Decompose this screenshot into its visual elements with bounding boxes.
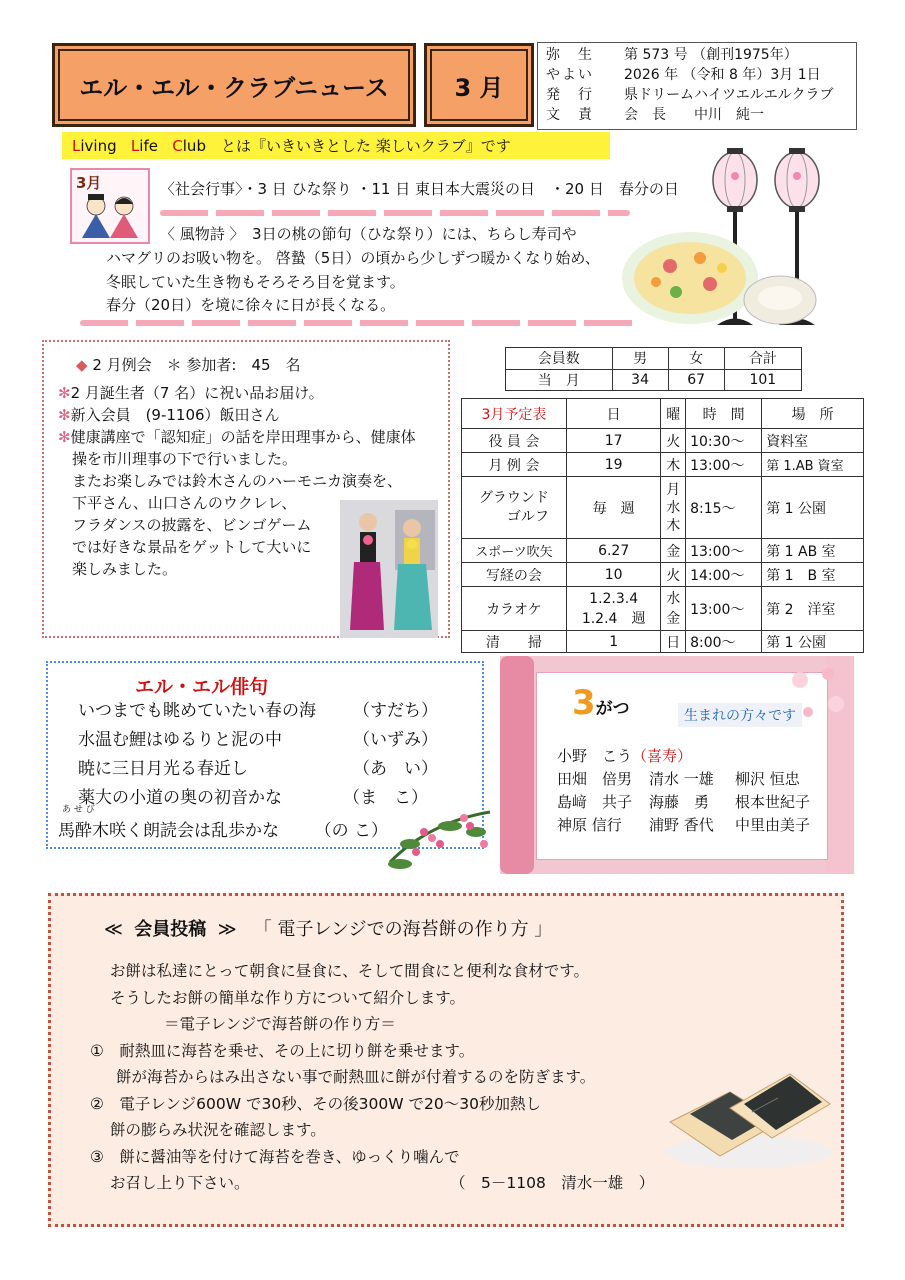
list-item: [557, 814, 810, 837]
list-item: [58, 470, 440, 492]
birthday-label: 生まれの方々です: [678, 703, 802, 727]
seasonal-poem-1: 〈 風物詩 〉 3日の桃の節句（ひな祭り）には、ちらし寿司や: [160, 225, 577, 243]
newsletter-title: [52, 43, 416, 127]
birthday-month: [572, 683, 630, 723]
member-name: 海藤 勇: [649, 793, 710, 811]
haiku-author: （の こ）: [314, 821, 388, 841]
table-cell: 10:30～: [686, 429, 762, 453]
scroll-rod-left: [500, 656, 534, 874]
meeting-heading-text: 2 月例会 ＊ 参加者: 45 名: [92, 356, 301, 374]
haiku-text: 薬大の小道の奥の初音かな: [78, 788, 282, 808]
member-name: 浦野 香代: [649, 816, 714, 834]
post-subheading: ＝電子レンジで海苔餅の作り方＝: [164, 1015, 396, 1033]
list-item-text: またお楽しみでは鈴木さんのハーモニカ演奏を、: [72, 472, 403, 490]
seasonal-poem-3: 冬眠していた生き物もそろそろ目を覚ます。: [106, 273, 405, 291]
table-row: [462, 631, 864, 653]
post-line: ② 電子レンジ600W で30秒、その後300W で20～30秒加熱し: [90, 1094, 541, 1113]
table-cell: 第 2 洋室: [762, 587, 864, 631]
table-cell: 月 例 会: [462, 453, 567, 477]
member-name: 小野 こう: [557, 747, 633, 765]
member-name: 神原 信行: [557, 816, 622, 834]
birthday-list: [557, 745, 810, 837]
table-cell: 10: [566, 563, 661, 587]
masthead-key: 文 責: [546, 107, 594, 123]
haiku-line: [58, 726, 438, 755]
table-cell: 水 金: [661, 587, 686, 631]
member-count-table: [505, 347, 802, 391]
table-cell: 木: [661, 453, 686, 477]
member-name: 根本世紀子: [735, 793, 811, 811]
seasonal-poem-2: ハマグリのお吸い物を。 啓蟄（5日）の頃から少しずつ暖かくなり始め、: [106, 249, 600, 267]
motto-letter: L: [130, 137, 140, 155]
table-row: [506, 348, 802, 370]
table-cell: 第 1 公園: [762, 477, 864, 539]
table-cell: 13:00～: [686, 587, 762, 631]
table-cell: 第 1.AB 資室: [762, 453, 864, 477]
masthead-key: 発 行: [546, 87, 594, 103]
table-cell: 101: [724, 369, 801, 391]
seasonal-poem-4: 春分（20日）を境に徐々に日が長くなる。: [106, 296, 396, 314]
haiku-text: 水温む鯉はゆるりと泥の中: [78, 730, 282, 750]
motto-word: ife: [139, 137, 163, 155]
table-cell: 13:00～: [686, 453, 762, 477]
list-item-text: では好きな景品をゲットして大いに: [72, 538, 312, 556]
divider: [160, 210, 630, 216]
chirashi-sushi-image: [620, 222, 820, 330]
list-item: [557, 791, 810, 814]
post-line: [90, 1170, 730, 1197]
haiku-title: エル・エル俳句: [135, 676, 269, 698]
table-header: 合計: [724, 348, 801, 370]
table-header: 会員数: [506, 348, 613, 370]
table-cell: 13:00～: [686, 539, 762, 563]
table-header: 女: [668, 348, 724, 370]
member-name: 清水 一雄: [649, 770, 714, 788]
list-item: [58, 426, 440, 448]
haiku-line: [58, 755, 438, 784]
list-item-text: 下平さん、山口さんのウクレレ、: [72, 494, 297, 512]
masthead: [537, 42, 857, 130]
haiku-author: （あ い）: [353, 759, 438, 779]
list-item: [557, 745, 810, 768]
table-cell: 清 掃: [462, 631, 567, 653]
hina-doll-badge: [70, 168, 150, 244]
post-line: 餅が海苔からはみ出さない事で耐熱皿に餅が付着するのを防ぎます。: [116, 1068, 596, 1086]
post-line: 餅の膨らみ状況を確認します。: [110, 1121, 326, 1139]
birthday-month-suffix: がつ: [595, 699, 630, 719]
club-motto-banner: [62, 132, 610, 159]
member-name: 柳沢 恒忠: [735, 770, 800, 788]
table-cell: 17: [566, 429, 661, 453]
table-row: [462, 563, 864, 587]
table-row: [462, 429, 864, 453]
table-row: [506, 369, 802, 391]
motto-letter: L: [72, 137, 81, 155]
table-cell: スポーツ吹矢: [462, 539, 567, 563]
table-cell: 34: [612, 369, 668, 391]
table-cell: 資料室: [762, 429, 864, 453]
table-cell: 6.27: [566, 539, 661, 563]
table-cell: 当 月: [506, 369, 613, 391]
table-cell: 第 1 B 室: [762, 563, 864, 587]
table-header: 3月予定表: [462, 399, 567, 429]
post-signature: （ 5－1108 清水一雄 ）: [450, 1174, 655, 1192]
haiku-line: [58, 784, 428, 813]
list-item: [58, 382, 440, 404]
motto-word: iving: [80, 137, 122, 155]
list-item: [58, 404, 440, 426]
table-cell: 火: [661, 429, 686, 453]
table-row: [462, 587, 864, 631]
list-item: [557, 768, 810, 791]
table-cell: 月 水 木: [661, 477, 686, 539]
flower-bullet-icon: ✻: [58, 428, 71, 446]
masthead-row: [546, 45, 848, 65]
schedule-table: [461, 398, 864, 653]
table-header: 日: [566, 399, 661, 429]
masthead-row: [546, 65, 848, 85]
haiku-author: （いずみ）: [353, 730, 438, 750]
list-item-text: フラダンスの披露を、ビンゴゲーム: [72, 516, 312, 534]
divider: [80, 320, 640, 326]
flower-bullet-icon: ✻: [58, 406, 71, 424]
table-cell: 1: [566, 631, 661, 653]
masthead-value: 第 573 号 （創刊1975年）: [624, 47, 798, 63]
table-cell: 日: [661, 631, 686, 653]
table-cell: 役 員 会: [462, 429, 567, 453]
post-title: [104, 915, 552, 941]
badge-month: 3月: [76, 174, 102, 192]
table-header: 男: [612, 348, 668, 370]
list-item-text: 操を市川理事の下で行いました。: [72, 450, 298, 468]
table-cell: グラウンド ゴルフ: [462, 477, 567, 539]
table-cell: 第 1 AB 室: [762, 539, 864, 563]
kiju-note: （喜寿）: [632, 747, 693, 765]
title-text: エル・エル・クラブニュース: [79, 73, 389, 102]
post-bracket: ≫: [217, 919, 237, 940]
birthday-month-number: 3: [572, 683, 596, 723]
post-text: お召し上り下さい。: [110, 1174, 250, 1192]
masthead-value: 2026 年 （令和 8 年）3月 1日: [624, 67, 821, 83]
table-cell: 第 1 公園: [762, 631, 864, 653]
meeting-heading: [76, 354, 301, 375]
post-line: ① 耐熱皿に海苔を乗せ、その上に切り餅を乗せます。: [90, 1041, 475, 1060]
table-cell: 19: [566, 453, 661, 477]
list-item-text: 新入会員 (9-1106）飯田さん: [70, 406, 280, 424]
masthead-row: [546, 105, 848, 125]
post-subject: 「 電子レンジでの海苔餅の作り方 」: [253, 919, 553, 940]
post-category: 会員投稿: [134, 919, 207, 940]
hula-dance-photo: [340, 500, 438, 638]
haiku-author: （ま こ）: [343, 788, 428, 808]
haiku-line: [58, 697, 438, 726]
table-cell: 写経の会: [462, 563, 567, 587]
table-header: 場 所: [762, 399, 864, 429]
haiku-author: （すだち）: [353, 701, 438, 721]
hina-dolls-icon: [74, 190, 146, 240]
masthead-row: [546, 85, 848, 105]
table-header: 曜: [661, 399, 686, 429]
table-row: [462, 399, 864, 429]
diamond-icon: ◆: [76, 356, 88, 374]
list-item-text: 楽しみました。: [72, 560, 178, 578]
sakura-decoration-icon: [780, 660, 852, 730]
table-cell: 毎 週: [566, 477, 661, 539]
masthead-key: やよい: [546, 67, 594, 83]
list-item-text: 健康講座で「認知症」の話を岸田理事から、健康体: [70, 428, 416, 446]
post-line: お餅は私達にとって朝食に昼食に、そして間食にと便利な食材です。: [110, 962, 589, 980]
haiku-line: [58, 805, 388, 846]
table-cell: 金: [661, 539, 686, 563]
masthead-key: 弥 生: [546, 47, 594, 63]
masthead-value: 会 長 中川 純一: [624, 107, 764, 123]
table-cell: 8:00～: [686, 631, 762, 653]
list-item-text: 2 月誕生者（7 名）に祝い品お届け。: [70, 384, 324, 402]
table-cell: 火: [661, 563, 686, 587]
post-body: [90, 958, 730, 1197]
haiku-text: 暁に三日月光る春近し: [78, 759, 248, 779]
post-line: そうしたお餅の簡単な作り方について紹介します。: [110, 988, 465, 1007]
haiku-text: いつまでも眺めていたい春の海: [78, 701, 316, 721]
list-item: [58, 448, 440, 470]
month-text: 3 月: [454, 73, 504, 102]
member-name: 中里由美子: [735, 816, 811, 834]
post-bracket: ≪: [104, 919, 123, 940]
table-cell: 1.2.3.4 1.2.4 週: [566, 587, 661, 631]
masthead-value: 県ドリームハイツエルエルクラブ: [624, 87, 834, 103]
haiku-text: 馬酔木咲く朗読会は乱歩かな: [58, 821, 279, 841]
motto-letter: C: [172, 137, 183, 155]
member-name: 田畑 倍男: [557, 770, 633, 788]
table-cell: 67: [668, 369, 724, 391]
motto-word: lub: [182, 137, 206, 155]
asebi-flower-photo: [380, 792, 500, 874]
table-row: [462, 539, 864, 563]
haiku-ruby: あ せ び: [62, 805, 95, 815]
table-row: [462, 477, 864, 539]
table-cell: 8:15～: [686, 477, 762, 539]
flower-bullet-icon: ✻: [58, 384, 71, 402]
member-name: 島﨑 共子: [557, 793, 633, 811]
post-line: ③ 餅に醤油等を付けて海苔を巻き、ゆっくり噛んで: [90, 1147, 460, 1166]
table-cell: 14:00～: [686, 563, 762, 587]
table-row: [462, 453, 864, 477]
month-box: [424, 43, 534, 127]
nori-mochi-image: [660, 1052, 836, 1172]
table-cell: カラオケ: [462, 587, 567, 631]
table-header: 時 間: [686, 399, 762, 429]
motto-text: とは『いきいきとした 楽しいクラブ』です: [205, 137, 511, 155]
social-events: 〈社会行事〉・3 日 ひな祭り ・11 日 東日本大震災の日 ・20 日 春分の日: [160, 180, 679, 198]
